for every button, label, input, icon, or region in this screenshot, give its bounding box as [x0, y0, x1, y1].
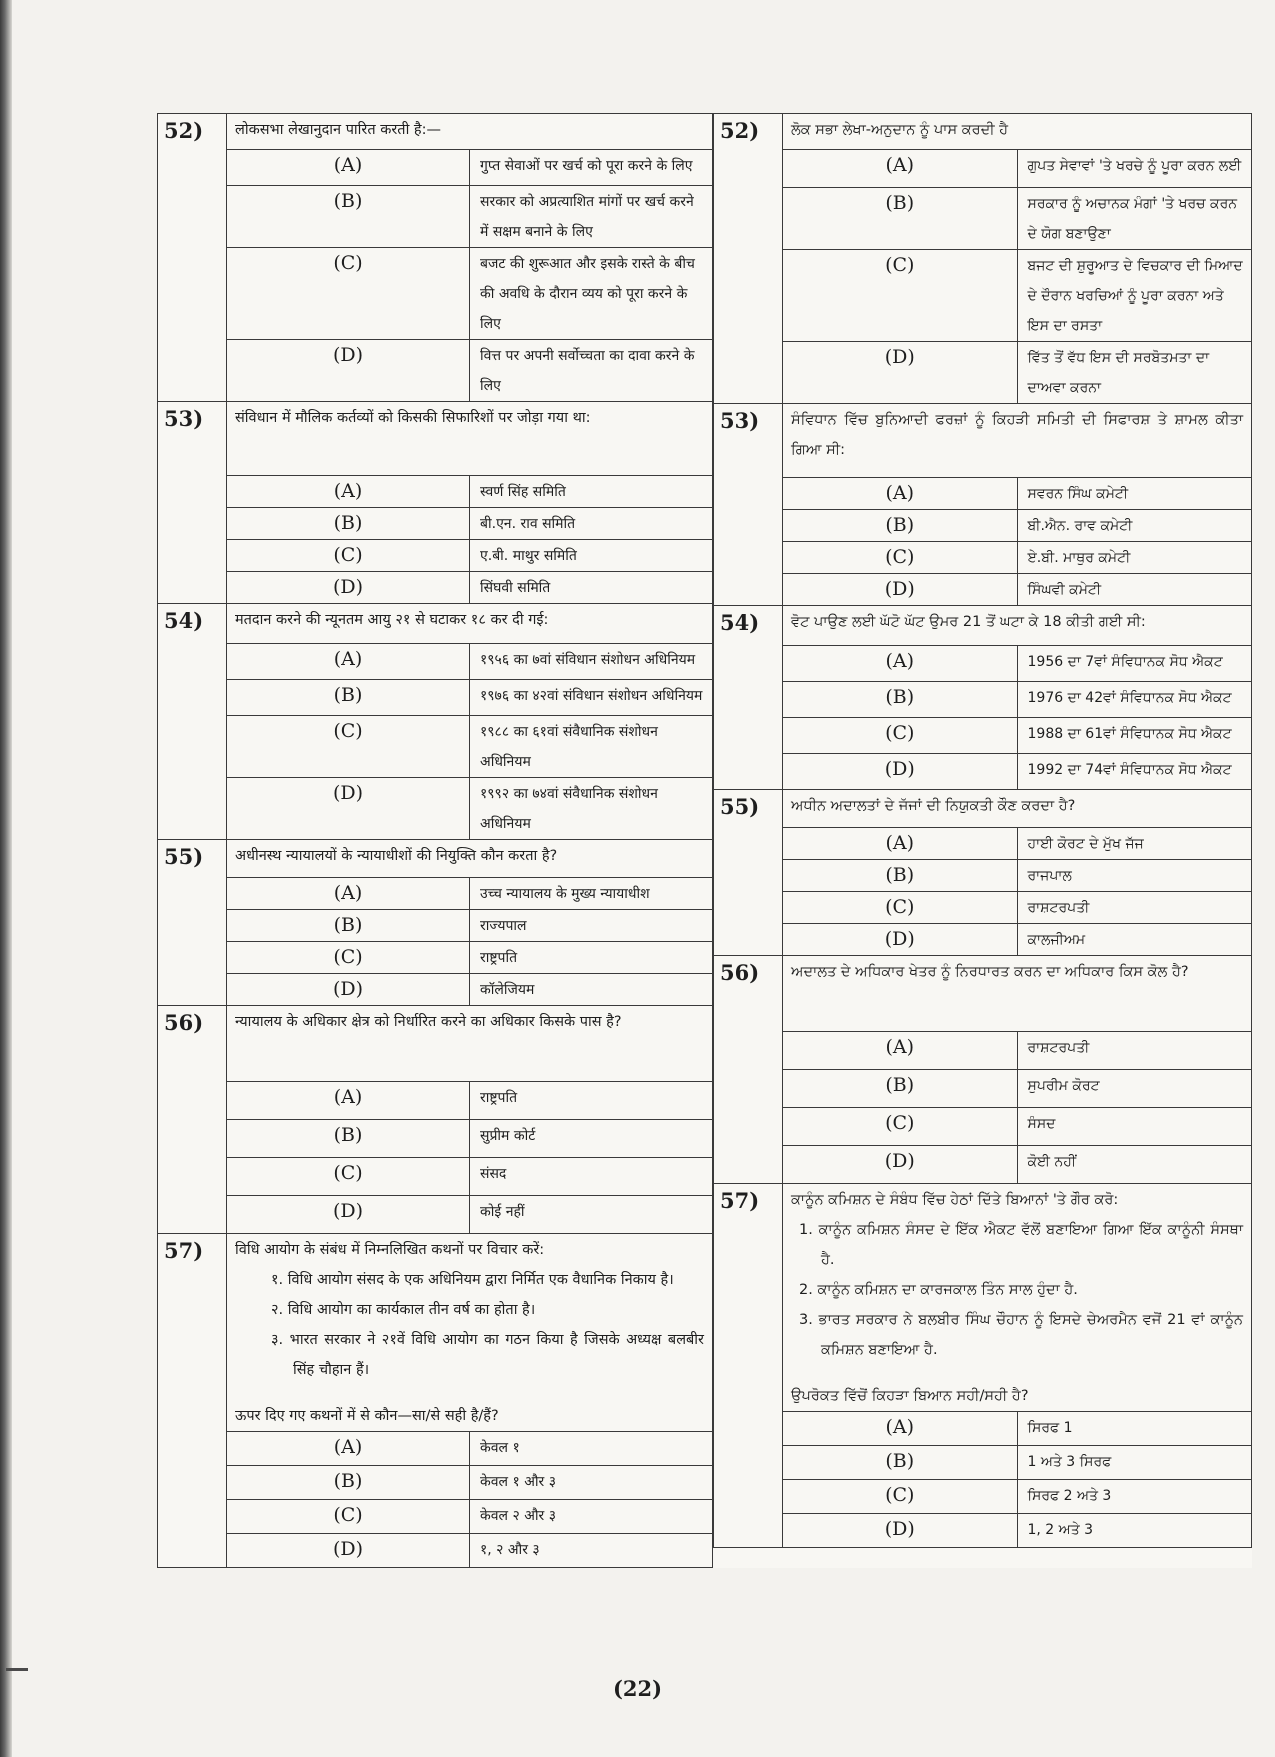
question-stem: संविधान में मौलिक कर्तव्यों को किसकी सिफारिशों पर जोड़ा गया था:	[235, 410, 591, 426]
statement-gap	[791, 1365, 1243, 1381]
option-letter: (C)	[783, 542, 1018, 574]
option-row	[158, 476, 713, 508]
option-row	[714, 1412, 1252, 1446]
question-stem: मतदान करने की न्यूनतम आयु २१ से घटाकर १८ कर दी गई:	[235, 612, 549, 628]
option-row	[714, 1480, 1252, 1514]
option-text: 1976 ਦਾ 42ਵਾਂ ਸੰਵਿਧਾਨਕ ਸੋਧ ਐਕਟ	[1017, 682, 1252, 718]
question-number: 54)	[158, 604, 227, 840]
question-row	[158, 1006, 713, 1082]
hindi-column	[157, 113, 713, 1568]
option-row	[158, 340, 713, 402]
question-stem: ਅਦਾਲਤ ਦੇ ਅਧਿਕਾਰ ਖੇਤਰ ਨੂੰ ਨਿਰਧਾਰਤ ਕਰਨ ਦਾ ਅਧਿਕਾਰ ਕਿਸ ਕੋਲ ਹੈ?	[791, 964, 1189, 980]
option-text: केवल १	[470, 1432, 713, 1466]
option-text: बी.एन. राव समिति	[470, 508, 713, 540]
option-letter: (D)	[783, 1146, 1018, 1184]
question-stem: ਕਾਨੂੰਨ ਕਮਿਸ਼ਨ ਦੇ ਸੰਬੰਧ ਵਿੱਚ ਹੇਠਾਂ ਦਿੱਤੇ ਬਿਆਨਾਂ 'ਤੇ ਗੌਰ ਕਰੋ:	[791, 1192, 1119, 1208]
question-row	[158, 114, 713, 150]
option-text: राज्यपाल	[470, 910, 713, 942]
option-text: ए.बी. माथुर समिति	[470, 540, 713, 572]
question-text	[227, 1006, 713, 1082]
option-row	[714, 478, 1252, 510]
question-closing: ऊपर दिए गए कथनों में से कौन—सा/से सही है/हैं?	[235, 1408, 499, 1424]
option-row	[158, 680, 713, 716]
option-letter: (A)	[227, 878, 470, 910]
option-row	[158, 508, 713, 540]
option-row	[714, 150, 1252, 188]
option-row	[158, 716, 713, 778]
option-text: केवल २ और ३	[470, 1500, 713, 1534]
option-row	[158, 1158, 713, 1196]
hindi-question-table	[157, 113, 713, 1568]
option-letter: (B)	[783, 1446, 1018, 1480]
option-row	[714, 718, 1252, 754]
option-text: १९७६ का ४२वां संविधान संशोधन अधिनियम	[470, 680, 713, 716]
option-letter: (A)	[783, 150, 1018, 188]
option-text: ਰਾਸ਼ਟਰਪਤੀ	[1017, 892, 1252, 924]
option-letter: (D)	[227, 778, 470, 840]
option-letter: (A)	[227, 150, 470, 186]
option-letter: (D)	[783, 754, 1018, 790]
question-text	[783, 404, 1252, 478]
option-row	[714, 892, 1252, 924]
option-row	[714, 510, 1252, 542]
option-text: सुप्रीम कोर्ट	[470, 1120, 713, 1158]
question-text	[783, 114, 1252, 150]
statement-item: ३. भारत सरकार ने २१वें विधि आयोग का गठन किया है जिसके अध्यक्ष बलबीर सिंह चौहान हैं।	[271, 1332, 704, 1378]
punjabi-question-table	[713, 113, 1252, 1548]
option-letter: (A)	[783, 1412, 1018, 1446]
option-letter: (B)	[783, 510, 1018, 542]
question-text	[227, 840, 713, 878]
option-row	[714, 646, 1252, 682]
scan-edge-shadow	[0, 0, 12, 1757]
question-number: 57)	[714, 1184, 783, 1548]
question-text	[227, 402, 713, 476]
question-text	[227, 1234, 713, 1432]
option-letter: (C)	[227, 540, 470, 572]
option-text: 1956 ਦਾ 7ਵਾਂ ਸੰਵਿਧਾਨਕ ਸੋਧ ਐਕਟ	[1017, 646, 1252, 682]
option-row	[714, 1446, 1252, 1480]
option-letter: (D)	[783, 574, 1018, 606]
option-text: कोई नहीं	[470, 1196, 713, 1234]
option-text: 1992 ਦਾ 74ਵਾਂ ਸੰਵਿਧਾਨਕ ਸੋਧ ਐਕਟ	[1017, 754, 1252, 790]
option-text: ਸਿਰਫ 1	[1017, 1412, 1252, 1446]
option-text: संसद	[470, 1158, 713, 1196]
question-number: 55)	[714, 790, 783, 956]
scan-mark	[6, 1668, 28, 1671]
option-text: राष्ट्रपति	[470, 1082, 713, 1120]
option-text: १९८८ का ६१वां संवैधानिक संशोधन अधिनियम	[470, 716, 713, 778]
option-row	[158, 778, 713, 840]
option-letter: (A)	[227, 476, 470, 508]
statement-item: 2. ਕਾਨੂੰਨ ਕਮਿਸ਼ਨ ਦਾ ਕਾਰਜਕਾਲ ਤਿੰਨ ਸਾਲ ਹੁੰਦਾ ਹੈ.	[799, 1282, 1078, 1298]
question-stem: ਵੋਟ ਪਾਉਣ ਲਈ ਘੱਟੋ ਘੱਟ ਉਮਰ 21 ਤੋਂ ਘਟਾ ਕੇ 18 ਕੀਤੀ ਗਈ ਸੀ:	[791, 614, 1146, 630]
option-letter: (C)	[783, 250, 1018, 342]
option-text: वित्त पर अपनी सर्वोच्चता का दावा करने के लिए	[470, 340, 713, 402]
option-text: ਕੋਈ ਨਹੀਂ	[1017, 1146, 1252, 1184]
option-row	[158, 910, 713, 942]
question-number: 53)	[714, 404, 783, 606]
option-row	[714, 342, 1252, 404]
option-text: ਹਾਈ ਕੋਰਟ ਦੇ ਮੁੱਖ ਜੱਜ	[1017, 828, 1252, 860]
option-text: 1, 2 ਅਤੇ 3	[1017, 1514, 1252, 1548]
option-text: ਏ.ਬੀ. ਮਾਥੁਰ ਕਮੇਟੀ	[1017, 542, 1252, 574]
option-text: ਸੁਪਰੀਮ ਕੋਰਟ	[1017, 1070, 1252, 1108]
option-row	[714, 250, 1252, 342]
question-row	[714, 114, 1252, 150]
option-letter: (A)	[783, 478, 1018, 510]
option-text: राष्ट्रपति	[470, 942, 713, 974]
option-text: ਸੰਸਦ	[1017, 1108, 1252, 1146]
option-letter: (C)	[783, 1480, 1018, 1514]
question-stem: न्यायालय के अधिकार क्षेत्र को निर्धारित करने का अधिकार किसके पास है?	[235, 1014, 622, 1030]
statement-gap	[235, 1385, 704, 1401]
option-text: उच्च न्यायालय के मुख्य न्यायाधीश	[470, 878, 713, 910]
option-row	[714, 542, 1252, 574]
question-text	[783, 606, 1252, 646]
question-stem: ਅਧੀਨ ਅਦਾਲਤਾਂ ਦੇ ਜੱਜਾਂ ਦੀ ਨਿਯੁਕਤੀ ਕੌਣ ਕਰਦਾ ਹੈ?	[791, 798, 1076, 814]
option-text: १, २ और ३	[470, 1534, 713, 1568]
question-row	[158, 604, 713, 644]
question-number: 53)	[158, 402, 227, 604]
option-letter: (B)	[227, 680, 470, 716]
option-text: केवल १ और ३	[470, 1466, 713, 1500]
option-letter: (C)	[783, 892, 1018, 924]
option-row	[714, 1514, 1252, 1548]
question-row	[158, 402, 713, 476]
question-text	[783, 956, 1252, 1032]
option-row	[714, 754, 1252, 790]
option-text: ਸਿੰਘਵੀ ਕਮੇਟੀ	[1017, 574, 1252, 606]
question-number: 56)	[714, 956, 783, 1184]
question-row	[714, 1184, 1252, 1412]
option-letter: (A)	[783, 828, 1018, 860]
option-text: ਬੀ.ਐਨ. ਰਾਵ ਕਮੇਟੀ	[1017, 510, 1252, 542]
statement-item: १. विधि आयोग संसद के एक अधिनियम द्वारा निर्मित एक वैधानिक निकाय है।	[271, 1272, 674, 1288]
option-row	[158, 1432, 713, 1466]
question-stem: ਸੰਵਿਧਾਨ ਵਿੱਚ ਬੁਨਿਆਦੀ ਫਰਜ਼ਾਂ ਨੂੰ ਕਿਹੜੀ ਸਮਿਤੀ ਦੀ ਸਿਫਾਰਸ਼ ਤੇ ਸ਼ਾਮਲ ਕੀਤਾ ਗਿਆ ਸੀ:	[791, 412, 1243, 458]
option-letter: (B)	[227, 1120, 470, 1158]
option-letter: (D)	[227, 340, 470, 402]
option-text: ਗੁਪਤ ਸੇਵਾਵਾਂ 'ਤੇ ਖਰਚੇ ਨੂੰ ਪੂਰਾ ਕਰਨ ਲਈ	[1017, 150, 1252, 188]
question-closing: ਉਪਰੋਕਤ ਵਿੱਚੋਂ ਕਿਹੜਾ ਬਿਆਨ ਸਹੀ/ਸਹੀ ਹੈ?	[791, 1388, 1029, 1404]
option-letter: (C)	[783, 1108, 1018, 1146]
option-letter: (D)	[227, 572, 470, 604]
option-text: 1 ਅਤੇ 3 ਸਿਰਫ	[1017, 1446, 1252, 1480]
option-row	[714, 188, 1252, 250]
option-row	[714, 1146, 1252, 1184]
option-text: गुप्त सेवाओं पर खर्च को पूरा करने के लिए	[470, 150, 713, 186]
option-letter: (D)	[227, 974, 470, 1006]
question-text	[783, 1184, 1252, 1412]
option-row	[158, 1120, 713, 1158]
option-letter: (A)	[783, 1032, 1018, 1070]
statement-item: २. विधि आयोग का कार्यकाल तीन वर्ष का होता है।	[271, 1302, 536, 1318]
option-letter: (B)	[227, 1466, 470, 1500]
question-text	[227, 114, 713, 150]
option-letter: (B)	[783, 1070, 1018, 1108]
option-letter: (C)	[227, 1500, 470, 1534]
question-page	[157, 113, 1252, 1568]
option-letter: (B)	[783, 188, 1018, 250]
option-text: बजट की शुरूआत और इसके रास्ते के बीच की अवधि के दौरान व्यय को पूरा करने के लिए	[470, 248, 713, 340]
option-row	[158, 540, 713, 572]
option-text: ਰਾਜਪਾਲ	[1017, 860, 1252, 892]
question-number: 55)	[158, 840, 227, 1006]
statement-item: 1. ਕਾਨੂੰਨ ਕਮਿਸ਼ਨ ਸੰਸਦ ਦੇ ਇੱਕ ਐਕਟ ਵੱਲੋਂ ਬਣਾਇਆ ਗਿਆ ਇੱਕ ਕਾਨੂੰਨੀ ਸੰਸਥਾ ਹੈ.	[799, 1222, 1243, 1268]
option-letter: (B)	[227, 910, 470, 942]
option-row	[158, 1500, 713, 1534]
option-row	[158, 572, 713, 604]
option-text: १९५६ का ७वां संविधान संशोधन अधिनियम	[470, 644, 713, 680]
option-text: ਵਿੱਤ ਤੋਂ ਵੱਧ ਇਸ ਦੀ ਸਰਬੋਤਮਤਾ ਦਾ ਦਾਅਵਾ ਕਰਨਾ	[1017, 342, 1252, 404]
question-row	[714, 790, 1252, 828]
option-row	[158, 1534, 713, 1568]
option-letter: (B)	[783, 860, 1018, 892]
question-number: 54)	[714, 606, 783, 790]
question-row	[714, 606, 1252, 646]
option-letter: (D)	[783, 924, 1018, 956]
question-stem: ਲੋਕ ਸਭਾ ਲੇਖਾ-ਅਨੁਦਾਨ ਨੂੰ ਪਾਸ ਕਰਦੀ ਹੈ	[791, 122, 1009, 138]
option-row	[158, 644, 713, 680]
question-text	[783, 790, 1252, 828]
punjabi-column	[713, 113, 1252, 1568]
option-letter: (A)	[227, 1082, 470, 1120]
option-text: 1988 ਦਾ 61ਵਾਂ ਸੰਵਿਧਾਨਕ ਸੋਧ ਐਕਟ	[1017, 718, 1252, 754]
option-row	[714, 1108, 1252, 1146]
question-row	[158, 840, 713, 878]
option-letter: (C)	[227, 942, 470, 974]
option-row	[714, 924, 1252, 956]
statement-item: 3. ਭਾਰਤ ਸਰਕਾਰ ਨੇ ਬਲਬੀਰ ਸਿੰਘ ਚੌਹਾਨ ਨੂੰ ਇਸਦੇ ਚੇਅਰਮੈਨ ਵਜੋਂ 21 ਵਾਂ ਕਾਨੂੰਨ ਕਮਿਸ਼ਨ ਬਣਾਇਆ ਹੈ.	[799, 1312, 1243, 1358]
option-row	[158, 974, 713, 1006]
option-row	[714, 860, 1252, 892]
option-text: कॉलेजियम	[470, 974, 713, 1006]
option-letter: (C)	[783, 718, 1018, 754]
option-letter: (A)	[783, 646, 1018, 682]
question-row	[158, 1234, 713, 1432]
option-letter: (B)	[227, 508, 470, 540]
option-letter: (B)	[783, 682, 1018, 718]
option-text: ਸਰਕਾਰ ਨੂੰ ਅਚਾਨਕ ਮੰਗਾਂ 'ਤੇ ਖਰਚ ਕਰਨ ਦੇ ਯੋਗ ਬਣਾਉਣਾ	[1017, 188, 1252, 250]
option-row	[714, 574, 1252, 606]
option-text: १९९२ का ७४वां संवैधानिक संशोधन अधिनियम	[470, 778, 713, 840]
option-letter: (C)	[227, 248, 470, 340]
option-text: सिंघवी समिति	[470, 572, 713, 604]
question-row	[714, 956, 1252, 1032]
page-number: (22)	[612, 1676, 663, 1701]
option-text: ਸਿਰਫ 2 ਅਤੇ 3	[1017, 1480, 1252, 1514]
option-text: ਸਵਰਨ ਸਿੰਘ ਕਮੇਟੀ	[1017, 478, 1252, 510]
option-row	[158, 1082, 713, 1120]
option-text: ਬਜਟ ਦੀ ਸ਼ੁਰੂਆਤ ਦੇ ਵਿਚਕਾਰ ਦੀ ਮਿਆਦ ਦੇ ਦੌਰਾਨ ਖਰਚਿਆਂ ਨੂੰ ਪੂਰਾ ਕਰਨਾ ਅਤੇ ਇਸ ਦਾ ਰਸਤਾ	[1017, 250, 1252, 342]
question-row	[714, 404, 1252, 478]
question-number: 57)	[158, 1234, 227, 1568]
option-row	[158, 878, 713, 910]
option-row	[158, 942, 713, 974]
option-row	[158, 248, 713, 340]
option-row	[714, 1070, 1252, 1108]
option-row	[158, 1196, 713, 1234]
question-stem: अधीनस्थ न्यायालयों के न्यायाधीशों की नियुक्ति कौन करता है?	[235, 848, 558, 864]
option-letter: (D)	[227, 1196, 470, 1234]
option-letter: (D)	[783, 1514, 1018, 1548]
question-stem: विधि आयोग के संबंध में निम्नलिखित कथनों पर विचार करें:	[235, 1242, 545, 1258]
option-text: सरकार को अप्रत्याशित मांगों पर खर्च करने में सक्षम बनाने के लिए	[470, 186, 713, 248]
option-letter: (A)	[227, 644, 470, 680]
option-letter: (C)	[227, 1158, 470, 1196]
option-row	[714, 682, 1252, 718]
option-row	[714, 828, 1252, 860]
question-text	[227, 604, 713, 644]
option-letter: (A)	[227, 1432, 470, 1466]
question-number: 56)	[158, 1006, 227, 1234]
option-letter: (C)	[227, 716, 470, 778]
option-text: ਕਾਲਜੀਅਮ	[1017, 924, 1252, 956]
option-letter: (B)	[227, 186, 470, 248]
option-text: ਰਾਸ਼ਟਰਪਤੀ	[1017, 1032, 1252, 1070]
option-letter: (D)	[783, 342, 1018, 404]
option-row	[714, 1032, 1252, 1070]
option-row	[158, 186, 713, 248]
question-stem: लोकसभा लेखानुदान पारित करती है:—	[235, 122, 442, 138]
question-number: 52)	[714, 114, 783, 404]
option-text: स्वर्ण सिंह समिति	[470, 476, 713, 508]
question-number: 52)	[158, 114, 227, 402]
option-row	[158, 150, 713, 186]
option-letter: (D)	[227, 1534, 470, 1568]
option-row	[158, 1466, 713, 1500]
